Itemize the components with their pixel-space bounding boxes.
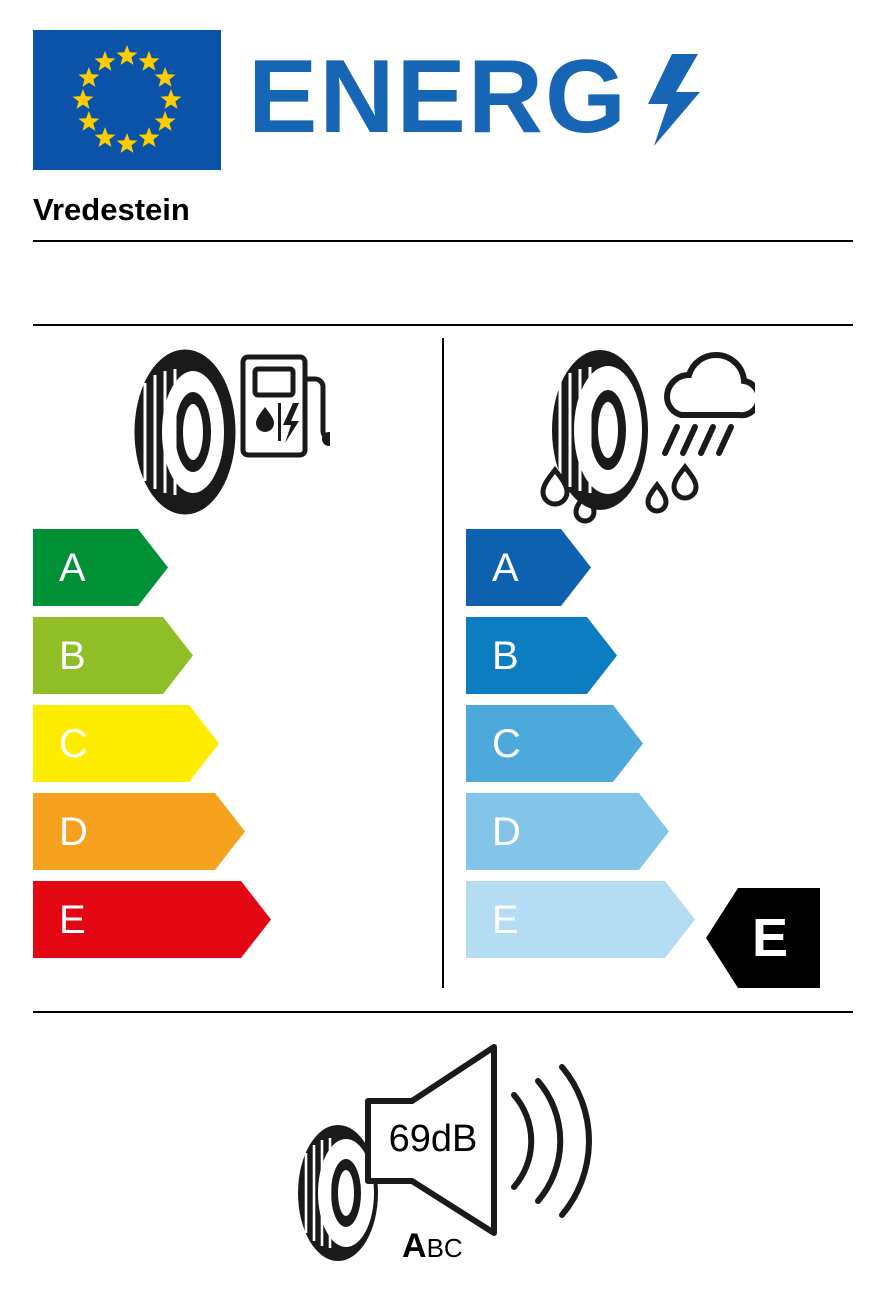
- energ-text: ENERG: [248, 52, 628, 148]
- grade-arrow-a: [33, 529, 168, 606]
- noise-class-value: [402, 1227, 463, 1266]
- tyre-fuel-pump-icon: [115, 345, 330, 520]
- brand-name: Vredestein: [33, 192, 190, 227]
- grade-letter: D: [59, 809, 88, 854]
- grade-row: [33, 529, 333, 606]
- grade-letter: B: [59, 633, 86, 678]
- tyre-rain-cloud-icon: [525, 345, 755, 525]
- noise-class-selected: A: [402, 1227, 427, 1265]
- divider-vertical-center: [442, 338, 444, 988]
- divider-under-brand: [33, 240, 853, 242]
- grade-letter: D: [492, 809, 521, 854]
- grade-letter: E: [59, 897, 86, 942]
- lightning-bolt-icon: [648, 54, 700, 146]
- grade-row: [466, 529, 766, 606]
- grade-letter: A: [59, 545, 86, 590]
- divider-top-grid: [33, 324, 853, 326]
- wet-grip-selected-badge: [706, 888, 820, 988]
- label-header: [33, 30, 853, 170]
- grade-arrow-b: [466, 617, 617, 694]
- grade-row: [466, 793, 766, 870]
- grade-arrow-a: [466, 529, 591, 606]
- grade-row: [33, 793, 333, 870]
- grade-arrow-b: [33, 617, 193, 694]
- eu-stars-icon: [33, 30, 221, 170]
- grade-row: [33, 705, 333, 782]
- grade-letter: E: [492, 897, 519, 942]
- noise-class-unselected: BC: [426, 1233, 463, 1263]
- grade-row: [33, 617, 333, 694]
- noise-section: [280, 1035, 610, 1270]
- grade-letter: C: [59, 721, 88, 766]
- grade-letter: A: [492, 545, 519, 590]
- grade-letter: C: [492, 721, 521, 766]
- grade-row: [466, 705, 766, 782]
- wet-grip-selected-letter: E: [751, 908, 789, 968]
- fuel-efficiency-grades: [33, 529, 333, 969]
- grade-row: [466, 617, 766, 694]
- grade-row: [33, 881, 333, 958]
- noise-decibel-value: 69dB: [388, 1118, 478, 1160]
- energ-wordmark-icon: [248, 52, 748, 148]
- divider-bottom-grid: [33, 1011, 853, 1013]
- grade-letter: B: [492, 633, 519, 678]
